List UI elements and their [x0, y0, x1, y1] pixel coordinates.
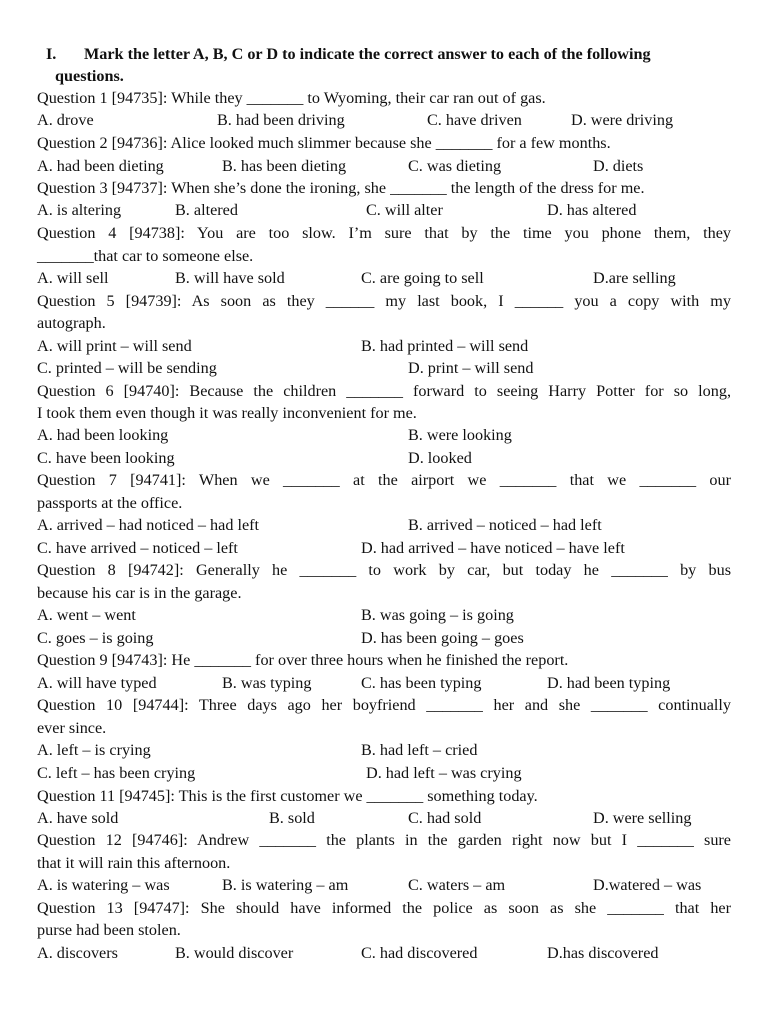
option-b[interactable]: B. will have sold	[175, 269, 285, 287]
question-1-stem: Question 1 [94735]: While they _______ to Wyoming, their car ran out of gas.	[37, 89, 546, 107]
option-d[interactable]: D. has been going – goes	[361, 629, 524, 647]
question-5-stem: Question 5 [94739]: As soon as they ______ my last book, I ______ you a copy with my	[37, 292, 731, 310]
option-d[interactable]: D. were driving	[571, 111, 674, 129]
section-instruction-cont: questions.	[55, 67, 124, 85]
option-c[interactable]: C. have arrived – noticed – left	[37, 539, 238, 557]
question-6-stem-cont: I took them even though it was really inconvenient for me.	[37, 404, 417, 422]
section-number: I.	[46, 45, 57, 63]
question-12-stem-cont: that it will rain this afternoon.	[37, 854, 231, 872]
question-9-stem: Question 9 [94743]: He _______ for over three hours when he finished the report.	[37, 651, 569, 669]
option-d[interactable]: D. has altered	[547, 201, 637, 219]
option-c[interactable]: C. will alter	[366, 201, 443, 219]
option-c[interactable]: C. had sold	[408, 809, 482, 827]
question-3-stem: Question 3 [94737]: When she’s done the ironing, she _______ the length of the dress for me.	[37, 179, 645, 197]
question-13-stem-cont: purse had been stolen.	[37, 921, 181, 939]
option-b[interactable]: B. is watering – am	[222, 876, 349, 894]
option-b[interactable]: B. had left – cried	[361, 741, 478, 759]
question-4-stem: Question 4 [94738]: You are too slow. I’m sure that by the time you phone them, they	[37, 224, 731, 242]
question-11-stem: Question 11 [94745]: This is the first customer we _______ something today.	[37, 787, 538, 805]
question-10-stem-cont: ever since.	[37, 719, 107, 737]
question-10-stem: Question 10 [94744]: Three days ago her boyfriend _______ her and she _______ continually	[37, 696, 731, 714]
option-b[interactable]: B. had been driving	[217, 111, 345, 129]
option-b[interactable]: B. arrived – noticed – had left	[408, 516, 602, 534]
option-b[interactable]: B. were looking	[408, 426, 512, 444]
option-c[interactable]: C. was dieting	[408, 157, 502, 175]
option-a[interactable]: A. will sell	[37, 269, 109, 287]
option-c[interactable]: C. have been looking	[37, 449, 175, 467]
option-c[interactable]: C. goes – is going	[37, 629, 154, 647]
option-c[interactable]: C. has been typing	[361, 674, 482, 692]
option-d[interactable]: D. had arrived – have noticed – have left	[361, 539, 625, 557]
option-d[interactable]: D. had left – was crying	[366, 764, 522, 782]
question-7-stem-cont: passports at the office.	[37, 494, 183, 512]
option-b[interactable]: B. was going – is going	[361, 606, 514, 624]
option-d[interactable]: D. looked	[408, 449, 472, 467]
option-b[interactable]: B. sold	[269, 809, 315, 827]
option-a[interactable]: A. had been looking	[37, 426, 169, 444]
question-5-stem-cont: autograph.	[37, 314, 106, 332]
question-8-stem: Question 8 [94742]: Generally he _______ to work by car, but today he _______ by bus	[37, 561, 731, 579]
question-12-stem: Question 12 [94746]: Andrew _______ the plants in the garden right now but I _______ sure	[37, 831, 731, 849]
option-c[interactable]: C. are going to sell	[361, 269, 484, 287]
option-d[interactable]: D. diets	[593, 157, 644, 175]
question-4-stem-cont: _______that car to someone else.	[37, 247, 254, 265]
option-d[interactable]: D.are selling	[593, 269, 676, 287]
question-8-stem-cont: because his car is in the garage.	[37, 584, 242, 602]
question-6-stem: Question 6 [94740]: Because the children _______ forward to seeing Harry Potter for so long,	[37, 382, 731, 400]
option-a[interactable]: A. will have typed	[37, 674, 157, 692]
option-a[interactable]: A. is watering – was	[37, 876, 170, 894]
option-b[interactable]: B. would discover	[175, 944, 294, 962]
option-a[interactable]: A. will print – will send	[37, 337, 192, 355]
option-a[interactable]: A. had been dieting	[37, 157, 164, 175]
option-d[interactable]: D. had been typing	[547, 674, 671, 692]
option-a[interactable]: A. went – went	[37, 606, 136, 624]
option-b[interactable]: B. was typing	[222, 674, 312, 692]
option-d[interactable]: D.watered – was	[593, 876, 702, 894]
question-13-stem: Question 13 [94747]: She should have informed the police as soon as she _______ that her	[37, 899, 731, 917]
option-a[interactable]: A. is altering	[37, 201, 122, 219]
option-a[interactable]: A. have sold	[37, 809, 119, 827]
option-a[interactable]: A. drove	[37, 111, 94, 129]
question-2-stem: Question 2 [94736]: Alice looked much slimmer because she _______ for a few months.	[37, 134, 611, 152]
option-a[interactable]: A. arrived – had noticed – had left	[37, 516, 260, 534]
option-c[interactable]: C. left – has been crying	[37, 764, 196, 782]
option-d[interactable]: D. were selling	[593, 809, 692, 827]
option-c[interactable]: C. waters – am	[408, 876, 506, 894]
option-d[interactable]: D.has discovered	[547, 944, 659, 962]
option-c[interactable]: C. printed – will be sending	[37, 359, 217, 377]
option-b[interactable]: B. had printed – will send	[361, 337, 529, 355]
option-c[interactable]: C. had discovered	[361, 944, 478, 962]
option-b[interactable]: B. has been dieting	[222, 157, 347, 175]
option-b[interactable]: B. altered	[175, 201, 238, 219]
section-instruction: Mark the letter A, B, C or D to indicate the correct answer to each of the following	[84, 45, 651, 63]
question-7-stem: Question 7 [94741]: When we _______ at the airport we _______ that we _______ our	[37, 471, 731, 489]
option-a[interactable]: A. discovers	[37, 944, 118, 962]
option-c[interactable]: C. have driven	[427, 111, 522, 129]
option-d[interactable]: D. print – will send	[408, 359, 534, 377]
option-a[interactable]: A. left – is crying	[37, 741, 151, 759]
